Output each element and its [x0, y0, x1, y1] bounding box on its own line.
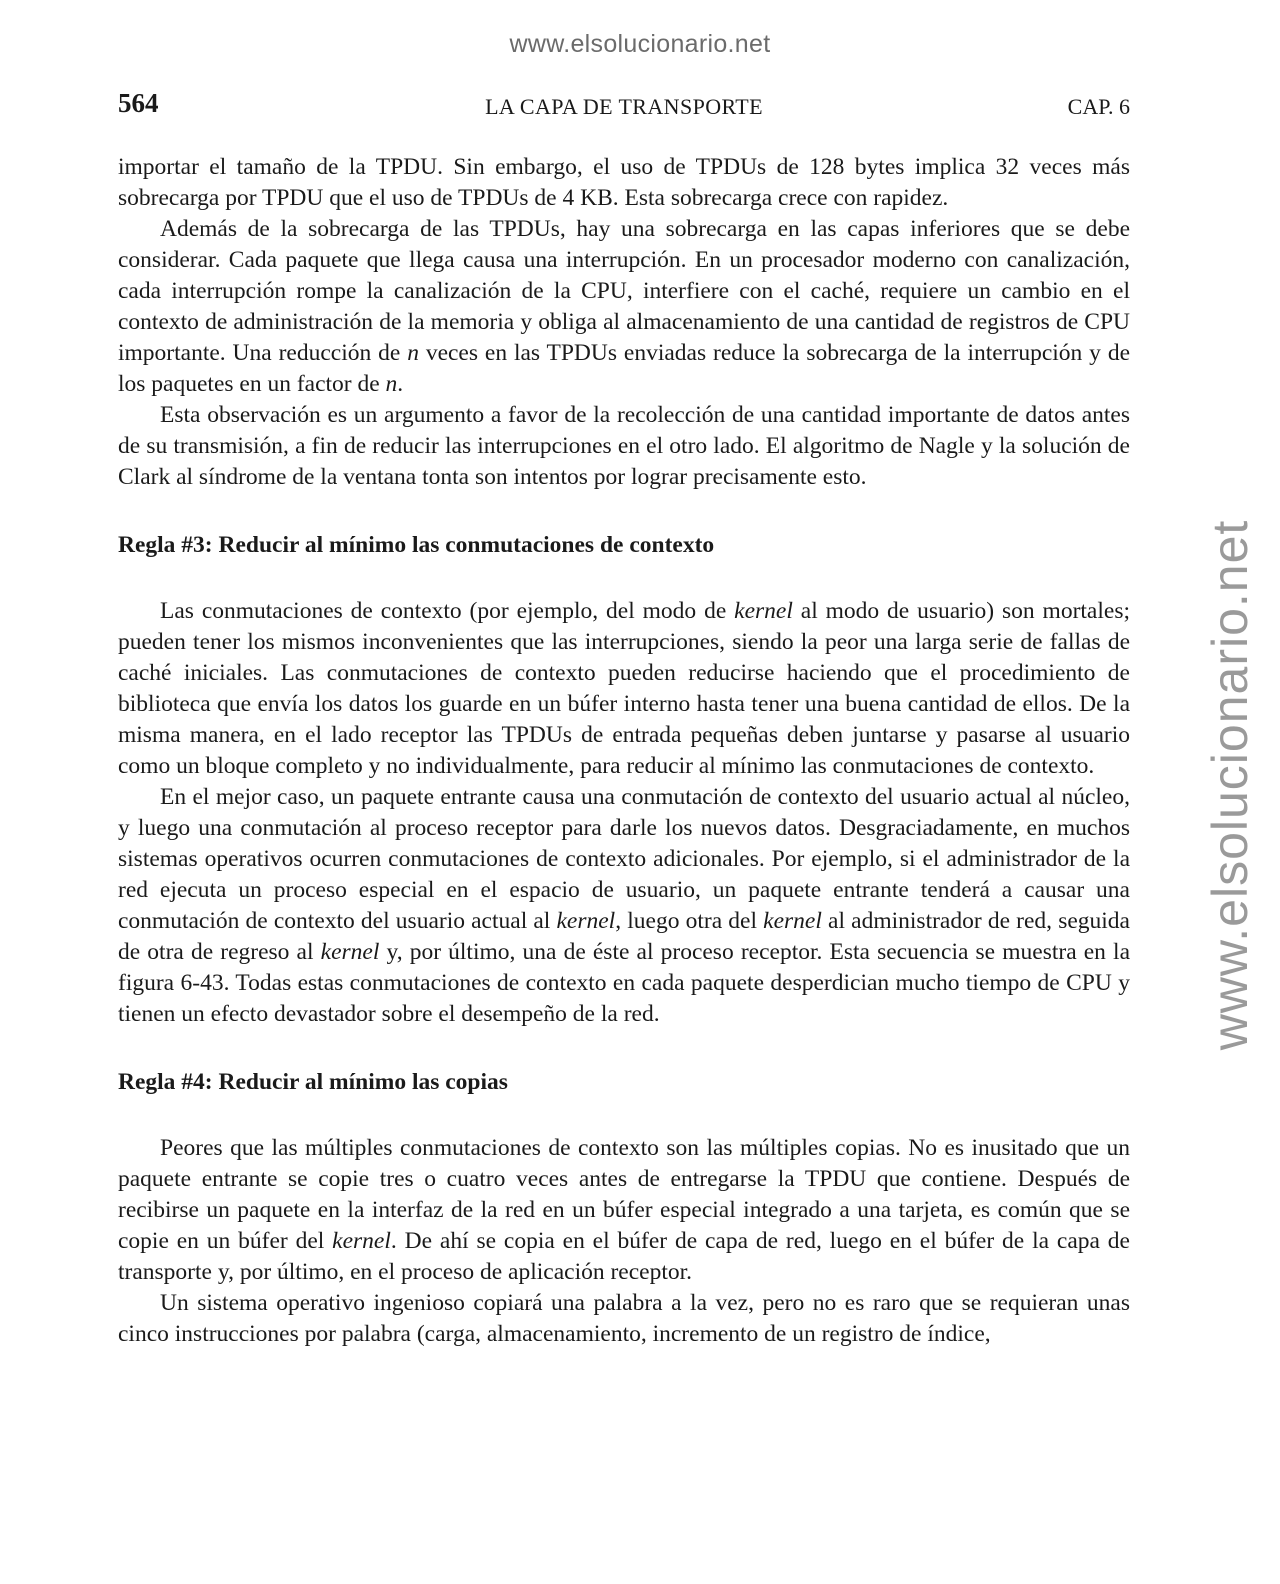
- paragraph-6: [118, 1133, 1130, 1288]
- page-body: [118, 152, 1130, 1350]
- paragraph-5: [118, 782, 1130, 1030]
- paragraph-7: Un sistema operativo ingenioso copiará una palabra a la vez, pero no es raro que se requieran unas cinco instrucciones por palabra (carga, almacenamiento, incremento de un registro de índice,: [118, 1290, 1130, 1347]
- paragraph-1: importar el tamaño de la TPDU. Sin embargo, el uso de TPDUs de 128 bytes implica 32 veces más sobrecarga por TPDU que el uso de TPDUs de 4 KB. Esta sobrecarga crece con rapidez.: [118, 154, 1130, 211]
- paragraph-5-text: En el mejor caso, un paquete entrante causa una conmutación de contexto del usuario actual al núcleo, y luego una conmutación al proceso receptor para darle los nuevos datos. Desgraciadamente, en muchos sistemas operativos ocurren conmutaciones de contexto adicionales. Por ejemplo, si el administrador de la red ejecuta un proceso especial en el espacio de usuario, un paquete entrante tenderá a causar una conmutación de contexto del usuario actual al: [118, 784, 1130, 934]
- paragraph-4-text: Las conmutaciones de contexto (por ejemplo, del modo de: [160, 598, 735, 624]
- italic-kernel: kernel: [763, 908, 822, 934]
- paragraph-2-text: veces en las TPDUs enviadas reduce la sobrecarga de la interrupción y de los paquetes en un factor de: [118, 340, 1130, 397]
- paragraph-2: [118, 214, 1130, 400]
- paragraph-4: [118, 596, 1130, 782]
- running-header: [118, 88, 1130, 124]
- italic-kernel: kernel: [556, 908, 616, 934]
- paragraph-5-text: al administrador de red, seguida de otra de regreso al: [118, 908, 1130, 965]
- paragraph-4-text: al modo de usuario) son mortales; pueden tener los mismos inconvenientes que las interrupciones, siendo la peor una larga serie de fallas de caché iniciales. Las conmutaciones de contexto pueden reducirse haciendo que el procedimiento de biblioteca que envía los datos los guarde en un búfer interno hasta tener una buena cantidad de ellos. De la misma manera, en el lado receptor las TPDUs de entrada pequeñas deben juntarse y pasarse al usuario como un bloque completo y no individualmente, para reducir al mínimo las conmutaciones de contexto.: [118, 598, 1130, 779]
- chapter-label: CAP. 6: [1067, 94, 1130, 119]
- paragraph-6-text: Peores que las múltiples conmutaciones de contexto son las múltiples copias. No es inusitado que un paquete entrante se copie tres o cuatro veces antes de entregarse la TPDU que contiene. Después de recibirse un paquete en la interfaz de la red en un búfer especial integrado a una tarjeta, es común que se copie en un búfer del: [118, 1135, 1130, 1254]
- paragraph-5-text: y, por último, una de éste al proceso receptor. Esta secuencia se muestra en la figura 6-43. Todas estas conmutaciones de contexto en cada paquete desperdician mucho tiempo de CPU y tienen un efecto devastador sobre el desempeño de la red.: [118, 939, 1131, 1027]
- italic-kernel: kernel: [332, 1228, 391, 1254]
- chapter-title: LA CAPA DE TRANSPORTE: [485, 94, 763, 119]
- italic-kernel: kernel: [734, 598, 793, 624]
- section-heading-rule-3: Regla #3: Reducir al mínimo las conmutaciones de contexto: [118, 532, 715, 558]
- paragraph-2-text: Además de la sobrecarga de las TPDUs, hay una sobrecarga en las capas inferiores que se debe considerar. Cada paquete que llega causa una interrupción. En un procesador moderno con canalización, cada interrupción rompe la canalización de la CPU, interfiere con el caché, requiere un cambio en el contexto de administración de la memoria y obliga al almacenamiento de una cantidad de registros de CPU importante. Una reducción de: [118, 216, 1130, 366]
- watermark-url-side: www.elsolucionario.net: [1202, 519, 1258, 1051]
- italic-kernel: kernel: [320, 939, 380, 965]
- italic-n: n: [407, 340, 419, 366]
- paragraph-3: Esta observación es un argumento a favor de la recolección de una cantidad importante de datos antes de su transmisión, a fin de reducir las interrupciones en el otro lado. El algoritmo de Nagle y la solución de Clark al síndrome de la ventana tonta son intentos por lograr precisamente esto.: [118, 402, 1130, 490]
- section-heading-rule-4: Regla #4: Reducir al mínimo las copias: [118, 1069, 508, 1095]
- paragraph-5-text: , luego otra del: [615, 908, 764, 934]
- italic-n: n: [385, 371, 398, 397]
- paragraph-6-text: . De ahí se copia en el búfer de capa de red, luego en el búfer de la capa de transporte y, por último, en el proceso de aplicación receptor.: [118, 1228, 1130, 1285]
- page-number: 564: [118, 88, 159, 118]
- paragraph-2-text: .: [397, 371, 404, 397]
- watermark-url-top: www.elsolucionario.net: [509, 30, 771, 58]
